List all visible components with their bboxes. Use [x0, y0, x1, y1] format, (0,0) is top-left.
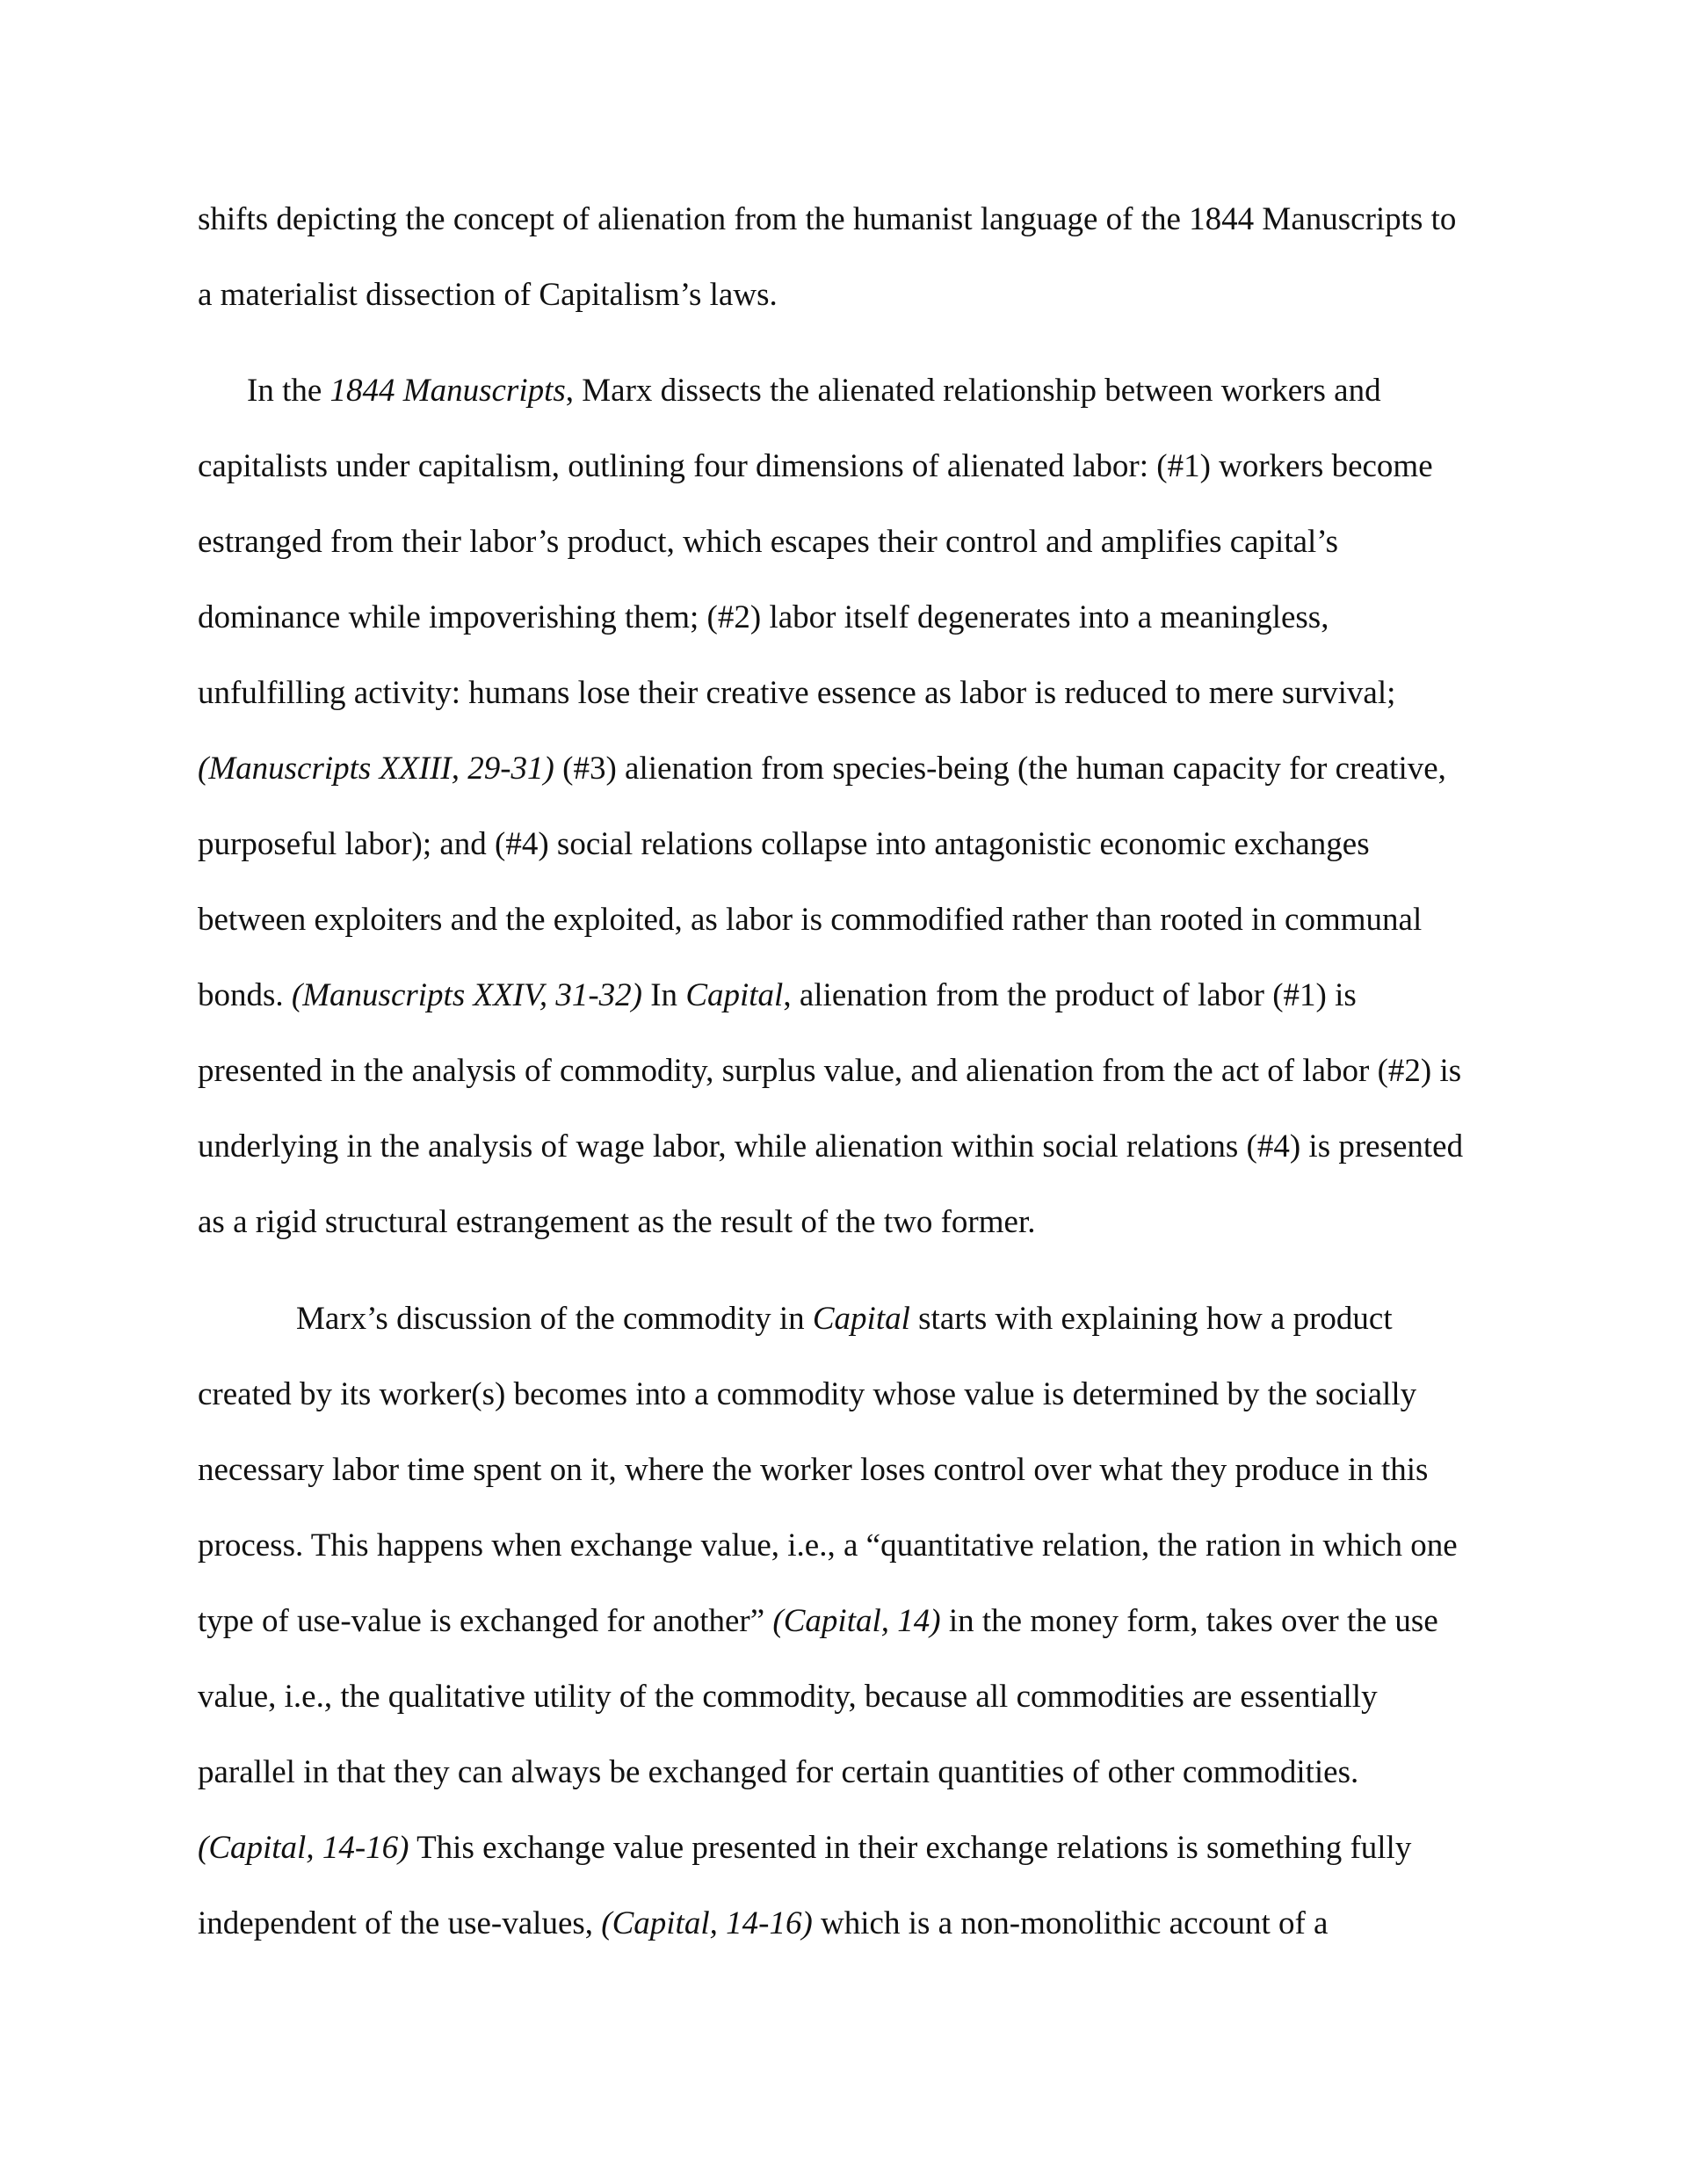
- text-line: [198, 598, 1329, 638]
- text-line: [198, 200, 1456, 240]
- text-run: parallel in that they can always be exchanged for certain quantities of other commodities.: [198, 1754, 1359, 1790]
- text-run: dominance while impoverishing them; (#2) labor itself degenerates into a meaningless,: [198, 599, 1329, 635]
- text-run: shifts depicting the concept of alienation from the humanist language of the 1844 Manuscripts to: [198, 201, 1457, 237]
- text-run: bonds.: [198, 977, 292, 1013]
- text-line: [198, 446, 1433, 487]
- text-line: [198, 1601, 1438, 1642]
- text-line: [247, 371, 1381, 411]
- text-run: in the money form, takes over the use: [940, 1603, 1438, 1639]
- text-run-italic: (Manuscripts XXIII, 29-31): [198, 751, 554, 787]
- text-line: [198, 824, 1370, 865]
- text-run: independent of the use-values,: [198, 1905, 602, 1941]
- text-line: [198, 275, 778, 316]
- text-line: [198, 1051, 1461, 1092]
- text-line: [198, 1904, 1328, 1944]
- text-run: as a rigid structural estrangement as the result of the two former.: [198, 1204, 1036, 1240]
- text-run: , alienation from the product of labor (#1) is: [783, 977, 1357, 1013]
- text-line: [198, 1127, 1463, 1167]
- text-line: [198, 1450, 1428, 1491]
- text-run: a materialist dissection of Capitalism’s laws.: [198, 277, 778, 313]
- text-line: [198, 749, 1446, 789]
- text-run: between exploiters and the exploited, as labor is commodified rather than rooted in communal: [198, 902, 1423, 938]
- text-run-italic: Capital: [685, 977, 784, 1013]
- text-line: [198, 1526, 1458, 1566]
- text-line: [198, 1828, 1411, 1868]
- text-run: , Marx dissects the alienated relationship between workers and: [565, 373, 1381, 409]
- text-run: presented in the analysis of commodity, surplus value, and alienation from the act of labor (#2) is: [198, 1053, 1462, 1089]
- text-run-italic: 1844 Manuscripts: [329, 373, 566, 409]
- text-run: starts with explaining how a product: [909, 1301, 1393, 1337]
- text-run: (#3) alienation from species-being (the human capacity for creative,: [554, 751, 1446, 787]
- text-run: purposeful labor); and (#4) social relations collapse into antagonistic economic exchanges: [198, 826, 1370, 862]
- text-run: estranged from their labor’s product, which escapes their control and amplifies capital’s: [198, 524, 1338, 560]
- text-run-italic: (Capital, 14): [772, 1603, 941, 1639]
- text-line: [198, 1752, 1358, 1793]
- text-run-italic: (Capital, 14-16): [601, 1905, 813, 1941]
- text-line: [198, 976, 1357, 1016]
- text-run: necessary labor time spent on it, where the worker loses control over what they produce in this: [198, 1452, 1429, 1488]
- text-line: [198, 1375, 1416, 1415]
- text-run: which is a non-monolithic account of a: [812, 1905, 1329, 1941]
- text-run: unfulfilling activity: humans lose their creative essence as labor is reduced to mere survival;: [198, 675, 1396, 711]
- text-run: In the: [247, 373, 330, 409]
- text-line: [198, 1677, 1378, 1717]
- text-line: [296, 1299, 1393, 1339]
- text-run: In: [641, 977, 686, 1013]
- text-line: [198, 673, 1395, 714]
- text-run: created by its worker(s) becomes into a commodity whose value is determined by the socially: [198, 1376, 1417, 1412]
- text-line: [198, 522, 1338, 562]
- text-run: type of use-value is exchanged for another”: [198, 1603, 773, 1639]
- text-run: underlying in the analysis of wage labor, while alienation within social relations (#4) is presented: [198, 1128, 1464, 1165]
- text-run-italic: (Capital, 14-16): [198, 1830, 409, 1866]
- text-run: value, i.e., the qualitative utility of the commodity, because all commodities are essentially: [198, 1679, 1378, 1715]
- text-run-italic: Capital: [812, 1301, 910, 1337]
- text-run-italic: (Manuscripts XXIV, 31-32): [291, 977, 642, 1013]
- text-line: [198, 1202, 1035, 1243]
- text-run: capitalists under capitalism, outlining four dimensions of alienated labor: (#1) workers become: [198, 448, 1433, 484]
- text-run: process. This happens when exchange value, i.e., a “quantitative relation, the ration in which one: [198, 1527, 1458, 1564]
- text-run: Marx’s discussion of the commodity in: [296, 1301, 813, 1337]
- text-run: This exchange value presented in their exchange relations is something fully: [409, 1830, 1412, 1866]
- text-line: [198, 900, 1422, 940]
